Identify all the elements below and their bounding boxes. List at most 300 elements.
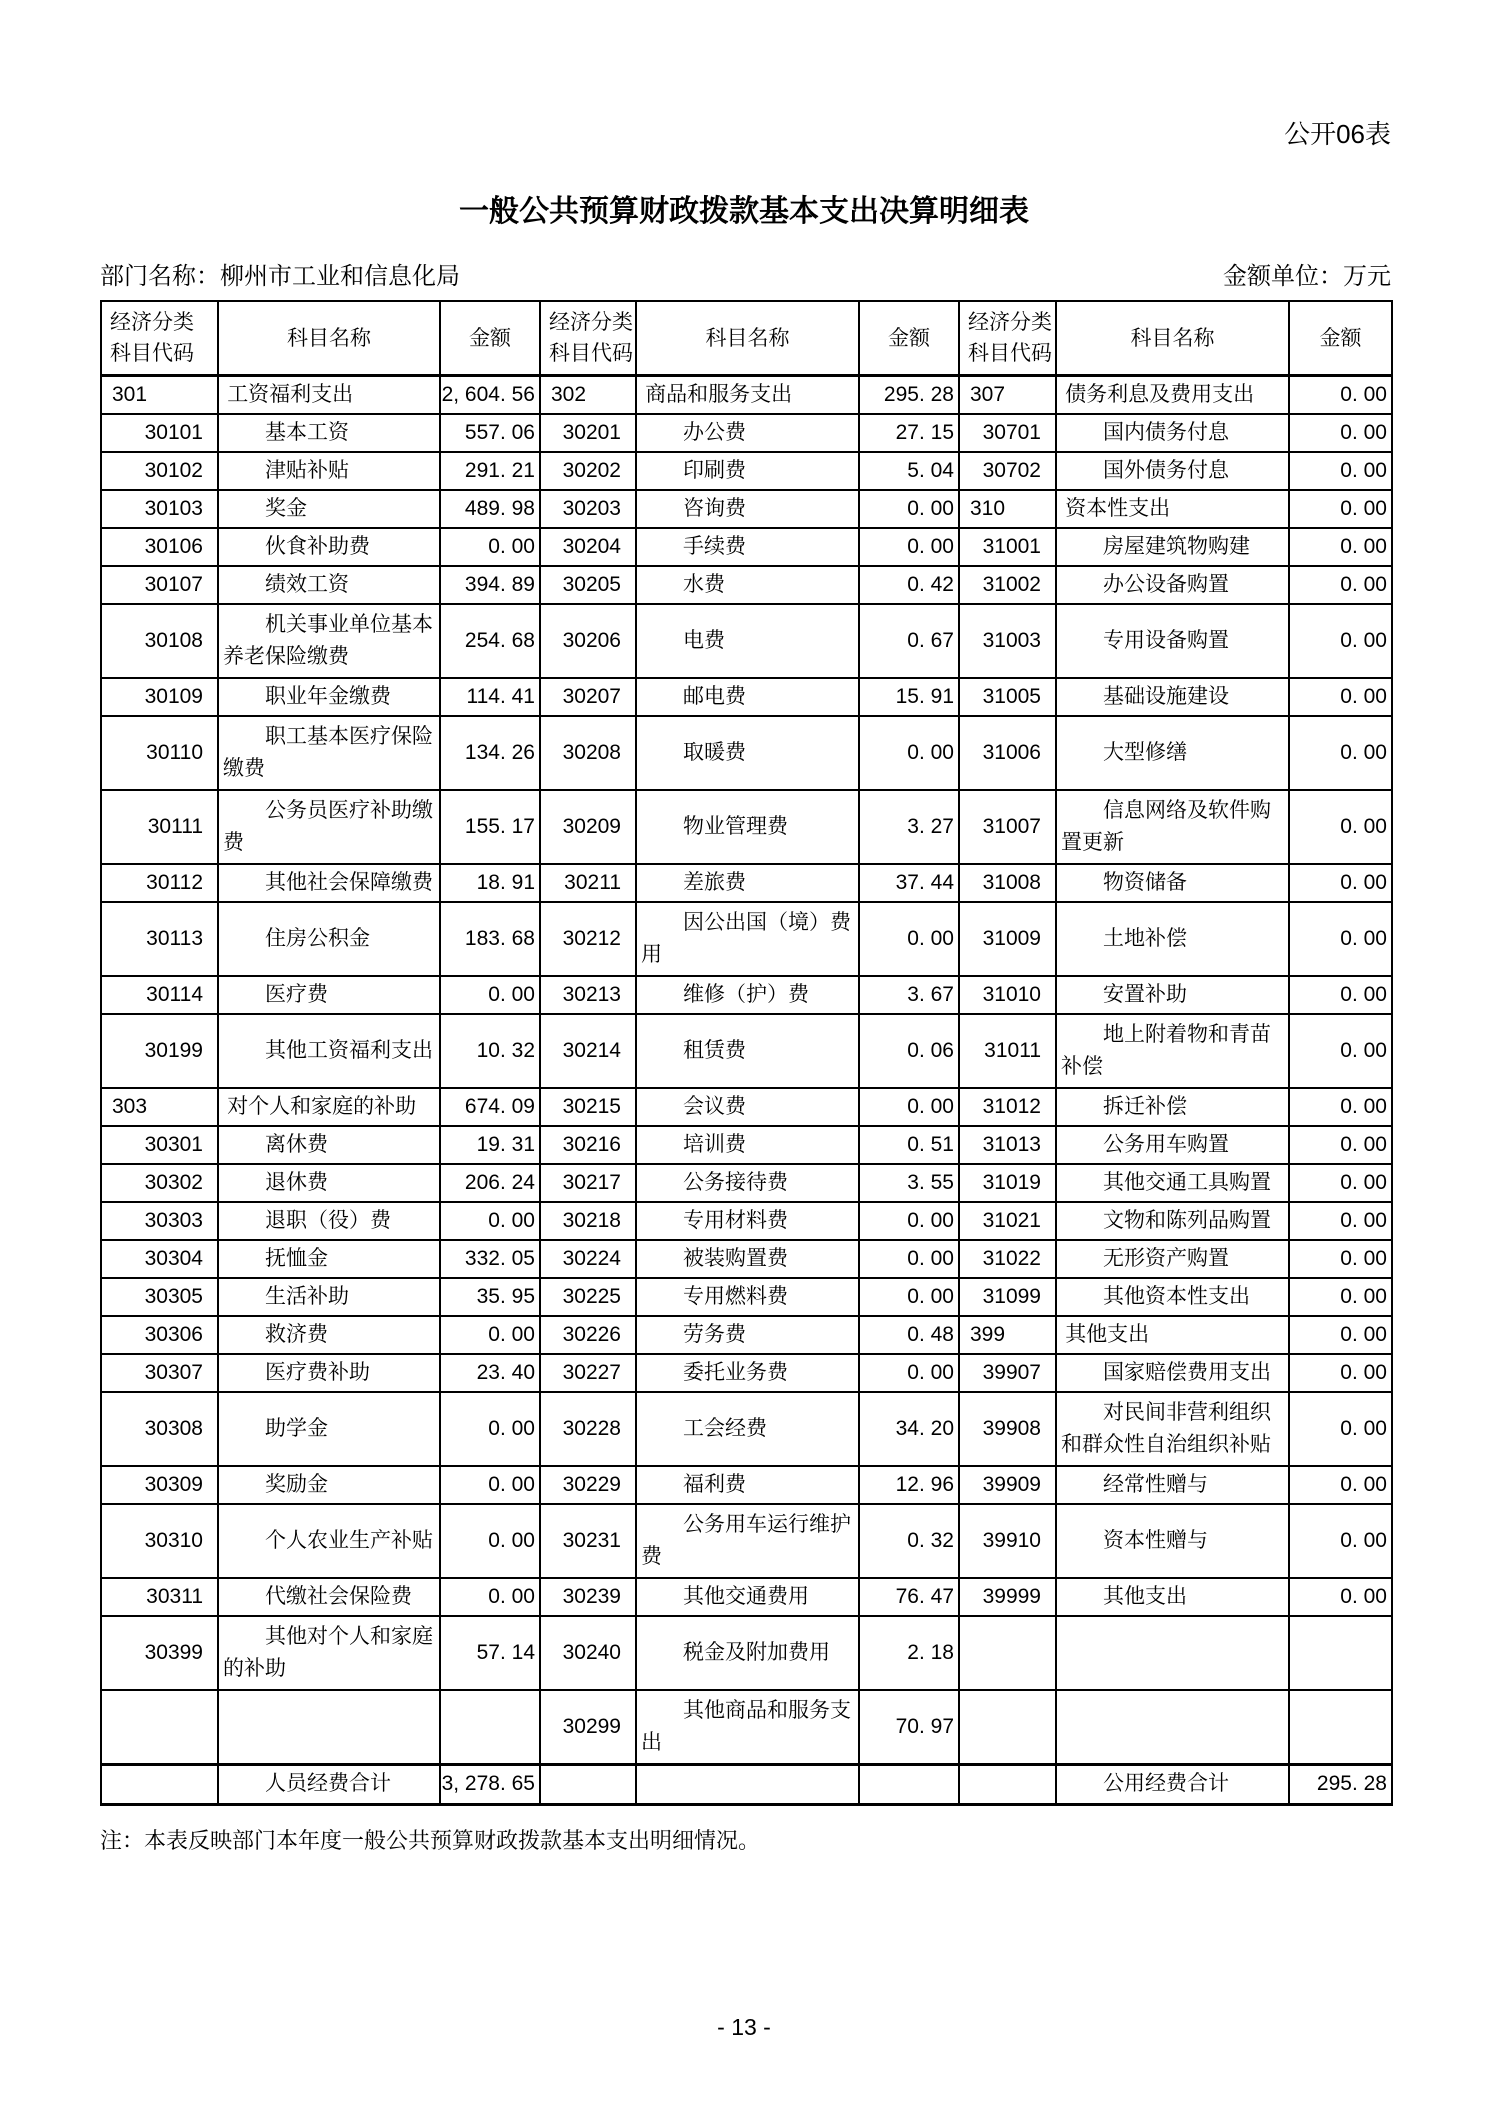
cell-amount: 0. 00 — [859, 1278, 959, 1316]
cell-amount: 0. 00 — [440, 1202, 540, 1240]
cell-code: 30202 — [540, 452, 636, 490]
cell-name: 个人农业生产补贴 — [218, 1504, 440, 1578]
cell-code: 30106 — [101, 528, 218, 566]
cell-code: 30213 — [540, 976, 636, 1014]
cell-amount: 0. 00 — [1289, 376, 1392, 415]
cell-name: 公务用车购置 — [1056, 1126, 1289, 1164]
cell-code — [101, 1690, 218, 1764]
cell-name — [1056, 1690, 1289, 1764]
table-row — [101, 1316, 1392, 1354]
cell-name: 地上附着物和青苗补偿 — [1056, 1014, 1289, 1088]
cell-name: 拆迁补偿 — [1056, 1088, 1289, 1126]
cell-amount: 0. 67 — [859, 604, 959, 678]
cell-name: 其他交通费用 — [636, 1578, 859, 1616]
column-header-code-line1: 经济分类 — [968, 311, 1052, 334]
cell-amount: 0. 00 — [859, 1354, 959, 1392]
cell-code: 399 — [959, 1316, 1056, 1354]
cell-code: 30301 — [101, 1126, 218, 1164]
cell-amount: 5. 04 — [859, 452, 959, 490]
amount-unit: 金额单位：万元 — [1223, 263, 1391, 290]
cell-code: 31009 — [959, 902, 1056, 976]
cell-name: 生活补助 — [218, 1278, 440, 1316]
cell-name: 公务用车运行维护费 — [636, 1504, 859, 1578]
cell-code: 31008 — [959, 864, 1056, 902]
cell-amount: 0. 00 — [1289, 790, 1392, 864]
cell-code — [101, 1764, 218, 1804]
cell-amount: 3. 27 — [859, 790, 959, 864]
table-row — [101, 1164, 1392, 1202]
cell-name: 大型修缮 — [1056, 716, 1289, 790]
cell-amount: 0. 00 — [859, 902, 959, 976]
cell-amount: 295. 28 — [859, 376, 959, 415]
expenditure-table — [100, 300, 1393, 1806]
cell-amount: 0. 00 — [859, 528, 959, 566]
cell-code: 31021 — [959, 1202, 1056, 1240]
cell-name: 物资储备 — [1056, 864, 1289, 902]
cell-name: 专用设备购置 — [1056, 604, 1289, 678]
cell-name: 奖励金 — [218, 1466, 440, 1504]
cell-code: 30205 — [540, 566, 636, 604]
cell-amount: 183. 68 — [440, 902, 540, 976]
cell-code: 30199 — [101, 1014, 218, 1088]
cell-code: 30218 — [540, 1202, 636, 1240]
cell-amount: 37. 44 — [859, 864, 959, 902]
cell-code: 30304 — [101, 1240, 218, 1278]
cell-amount: 0. 00 — [1289, 1088, 1392, 1126]
cell-code: 30308 — [101, 1392, 218, 1466]
doc-label: 公开06表 — [1284, 119, 1391, 149]
cell-name: 文物和陈列品购置 — [1056, 1202, 1289, 1240]
table-row — [101, 1126, 1392, 1164]
cell-amount: 0. 00 — [440, 1578, 540, 1616]
cell-name: 退休费 — [218, 1164, 440, 1202]
cell-amount: 0. 00 — [859, 1240, 959, 1278]
cell-name: 退职（役）费 — [218, 1202, 440, 1240]
cell-name: 代缴社会保险费 — [218, 1578, 440, 1616]
table-row — [101, 1578, 1392, 1616]
cell-code: 30112 — [101, 864, 218, 902]
table-row — [101, 1466, 1392, 1504]
cell-amount: 34. 20 — [859, 1392, 959, 1466]
column-header-code — [540, 301, 636, 376]
cell-code: 30113 — [101, 902, 218, 976]
cell-amount: 557. 06 — [440, 414, 540, 452]
cell-name: 信息网络及软件购置更新 — [1056, 790, 1289, 864]
cell-code: 307 — [959, 376, 1056, 415]
cell-name: 会议费 — [636, 1088, 859, 1126]
cell-name: 公用经费合计 — [1056, 1764, 1289, 1804]
cell-code: 31019 — [959, 1164, 1056, 1202]
cell-name — [218, 1690, 440, 1764]
cell-code: 30110 — [101, 716, 218, 790]
cell-amount: 3, 278. 65 — [440, 1764, 540, 1804]
cell-code: 31099 — [959, 1278, 1056, 1316]
cell-name: 差旅费 — [636, 864, 859, 902]
cell-amount: 0. 00 — [440, 1316, 540, 1354]
cell-amount: 134. 26 — [440, 716, 540, 790]
page-number: - 13 - — [717, 2014, 771, 2040]
cell-code: 31003 — [959, 604, 1056, 678]
cell-code: 30203 — [540, 490, 636, 528]
cell-amount: 27. 15 — [859, 414, 959, 452]
table-row — [101, 376, 1392, 415]
cell-name: 离休费 — [218, 1126, 440, 1164]
cell-name: 物业管理费 — [636, 790, 859, 864]
cell-name — [636, 1764, 859, 1804]
cell-code: 39907 — [959, 1354, 1056, 1392]
cell-name: 其他工资福利支出 — [218, 1014, 440, 1088]
cell-name: 公务员医疗补助缴费 — [218, 790, 440, 864]
cell-amount: 0. 00 — [1289, 1354, 1392, 1392]
cell-code: 30212 — [540, 902, 636, 976]
cell-amount: 35. 95 — [440, 1278, 540, 1316]
department-name: 部门名称：柳州市工业和信息化局 — [100, 263, 460, 290]
cell-amount: 0. 06 — [859, 1014, 959, 1088]
table-row — [101, 1354, 1392, 1392]
cell-code: 30311 — [101, 1578, 218, 1616]
table-row — [101, 902, 1392, 976]
cell-amount: 0. 00 — [1289, 1126, 1392, 1164]
column-header-code-line2: 科目代码 — [549, 342, 633, 365]
cell-code: 30306 — [101, 1316, 218, 1354]
cell-name: 医疗费 — [218, 976, 440, 1014]
table-row — [101, 566, 1392, 604]
cell-amount: 0. 32 — [859, 1504, 959, 1578]
table-row — [101, 716, 1392, 790]
cell-name: 其他商品和服务支出 — [636, 1690, 859, 1764]
cell-name: 专用燃料费 — [636, 1278, 859, 1316]
table-row — [101, 678, 1392, 716]
table-row — [101, 1764, 1392, 1804]
cell-code: 30309 — [101, 1466, 218, 1504]
cell-amount — [859, 1764, 959, 1804]
cell-amount: 70. 97 — [859, 1690, 959, 1764]
cell-amount: 0. 00 — [440, 528, 540, 566]
cell-code: 30101 — [101, 414, 218, 452]
table-row — [101, 976, 1392, 1014]
cell-amount: 12. 96 — [859, 1466, 959, 1504]
cell-name: 工资福利支出 — [218, 376, 440, 415]
cell-code: 30107 — [101, 566, 218, 604]
cell-name: 水费 — [636, 566, 859, 604]
cell-name: 国内债务付息 — [1056, 414, 1289, 452]
cell-code: 30307 — [101, 1354, 218, 1392]
cell-name: 助学金 — [218, 1392, 440, 1466]
table-row — [101, 1240, 1392, 1278]
table-row — [101, 864, 1392, 902]
cell-amount: 295. 28 — [1289, 1764, 1392, 1804]
cell-name: 咨询费 — [636, 490, 859, 528]
cell-code: 30302 — [101, 1164, 218, 1202]
column-header-code — [959, 301, 1056, 376]
cell-name: 专用材料费 — [636, 1202, 859, 1240]
column-header-name: 科目名称 — [1056, 301, 1289, 376]
cell-code: 39910 — [959, 1504, 1056, 1578]
cell-amount — [1289, 1616, 1392, 1690]
cell-code — [959, 1690, 1056, 1764]
cell-amount: 0. 00 — [1289, 678, 1392, 716]
cell-name: 职工基本医疗保险缴费 — [218, 716, 440, 790]
cell-amount: 76. 47 — [859, 1578, 959, 1616]
cell-code: 301 — [101, 376, 218, 415]
table-row — [101, 1690, 1392, 1764]
cell-amount: 0. 00 — [440, 976, 540, 1014]
cell-name: 被装购置费 — [636, 1240, 859, 1278]
cell-name: 房屋建筑物购建 — [1056, 528, 1289, 566]
cell-amount: 0. 00 — [859, 1088, 959, 1126]
cell-code: 30229 — [540, 1466, 636, 1504]
cell-amount: 674. 09 — [440, 1088, 540, 1126]
column-header-amount: 金额 — [859, 301, 959, 376]
table-row — [101, 1088, 1392, 1126]
cell-amount: 332. 05 — [440, 1240, 540, 1278]
cell-code: 30108 — [101, 604, 218, 678]
cell-code: 30215 — [540, 1088, 636, 1126]
cell-amount: 0. 00 — [440, 1504, 540, 1578]
cell-amount: 0. 00 — [1289, 452, 1392, 490]
cell-name: 基础设施建设 — [1056, 678, 1289, 716]
table-row — [101, 1202, 1392, 1240]
cell-name: 国家赔偿费用支出 — [1056, 1354, 1289, 1392]
cell-code: 30208 — [540, 716, 636, 790]
cell-name: 津贴补贴 — [218, 452, 440, 490]
table-row — [101, 1278, 1392, 1316]
cell-amount: 0. 00 — [1289, 1466, 1392, 1504]
cell-amount: 291. 21 — [440, 452, 540, 490]
table-note: 注：本表反映部门本年度一般公共预算财政拨款基本支出明细情况。 — [100, 1828, 761, 1853]
cell-name: 债务利息及费用支出 — [1056, 376, 1289, 415]
cell-name: 邮电费 — [636, 678, 859, 716]
cell-name: 其他交通工具购置 — [1056, 1164, 1289, 1202]
cell-amount: 0. 48 — [859, 1316, 959, 1354]
cell-amount: 19. 31 — [440, 1126, 540, 1164]
cell-code: 31013 — [959, 1126, 1056, 1164]
cell-amount: 0. 00 — [1289, 976, 1392, 1014]
cell-amount: 3. 55 — [859, 1164, 959, 1202]
cell-code: 31007 — [959, 790, 1056, 864]
cell-name: 维修（护）费 — [636, 976, 859, 1014]
cell-amount: 0. 00 — [1289, 1164, 1392, 1202]
cell-amount: 0. 00 — [1289, 604, 1392, 678]
cell-name: 办公设备购置 — [1056, 566, 1289, 604]
cell-amount: 0. 00 — [1289, 1316, 1392, 1354]
cell-name: 无形资产购置 — [1056, 1240, 1289, 1278]
cell-code: 31011 — [959, 1014, 1056, 1088]
page-title: 一般公共预算财政拨款基本支出决算明细表 — [459, 195, 1029, 228]
column-header-code-line2: 科目代码 — [968, 342, 1052, 365]
cell-name: 其他资本性支出 — [1056, 1278, 1289, 1316]
cell-name: 印刷费 — [636, 452, 859, 490]
column-header-code-line1: 经济分类 — [549, 311, 633, 334]
cell-code: 30217 — [540, 1164, 636, 1202]
cell-code: 30209 — [540, 790, 636, 864]
cell-name: 对个人和家庭的补助 — [218, 1088, 440, 1126]
cell-name: 工会经费 — [636, 1392, 859, 1466]
cell-amount: 0. 00 — [1289, 566, 1392, 604]
cell-code: 30231 — [540, 1504, 636, 1578]
cell-name: 商品和服务支出 — [636, 376, 859, 415]
cell-amount: 2. 18 — [859, 1616, 959, 1690]
cell-code: 31002 — [959, 566, 1056, 604]
cell-name: 其他支出 — [1056, 1578, 1289, 1616]
cell-amount: 0. 00 — [1289, 490, 1392, 528]
cell-amount: 0. 00 — [859, 1202, 959, 1240]
cell-code: 302 — [540, 376, 636, 415]
cell-amount: 18. 91 — [440, 864, 540, 902]
cell-name: 公务接待费 — [636, 1164, 859, 1202]
cell-name: 住房公积金 — [218, 902, 440, 976]
table-row — [101, 1504, 1392, 1578]
table-row — [101, 790, 1392, 864]
cell-amount: 15. 91 — [859, 678, 959, 716]
table-row — [101, 1616, 1392, 1690]
cell-name — [1056, 1616, 1289, 1690]
cell-code: 30224 — [540, 1240, 636, 1278]
table-row — [101, 490, 1392, 528]
cell-code: 30702 — [959, 452, 1056, 490]
cell-name: 资本性支出 — [1056, 490, 1289, 528]
table-row — [101, 604, 1392, 678]
cell-name: 机关事业单位基本养老保险缴费 — [218, 604, 440, 678]
cell-name: 租赁费 — [636, 1014, 859, 1088]
table-row — [101, 1014, 1392, 1088]
cell-amount: 0. 51 — [859, 1126, 959, 1164]
cell-name: 职业年金缴费 — [218, 678, 440, 716]
cell-name: 绩效工资 — [218, 566, 440, 604]
cell-name: 劳务费 — [636, 1316, 859, 1354]
cell-name: 其他支出 — [1056, 1316, 1289, 1354]
cell-name: 因公出国（境）费用 — [636, 902, 859, 976]
cell-code: 30701 — [959, 414, 1056, 452]
cell-name: 抚恤金 — [218, 1240, 440, 1278]
cell-amount: 0. 00 — [1289, 1278, 1392, 1316]
cell-name: 取暖费 — [636, 716, 859, 790]
cell-code: 30211 — [540, 864, 636, 902]
cell-amount: 0. 00 — [1289, 716, 1392, 790]
cell-name: 资本性赠与 — [1056, 1504, 1289, 1578]
column-header-code-line1: 经济分类 — [110, 311, 194, 334]
column-header-name: 科目名称 — [218, 301, 440, 376]
cell-amount: 0. 00 — [1289, 1014, 1392, 1088]
cell-code: 30103 — [101, 490, 218, 528]
column-header-amount: 金额 — [440, 301, 540, 376]
cell-name: 人员经费合计 — [218, 1764, 440, 1804]
cell-name: 对民间非营利组织和群众性自治组织补贴 — [1056, 1392, 1289, 1466]
cell-code: 30102 — [101, 452, 218, 490]
column-header-code — [101, 301, 218, 376]
cell-amount: 0. 00 — [1289, 414, 1392, 452]
cell-amount: 0. 00 — [1289, 864, 1392, 902]
cell-amount: 0. 00 — [440, 1392, 540, 1466]
cell-code: 39909 — [959, 1466, 1056, 1504]
cell-amount — [440, 1690, 540, 1764]
cell-amount: 0. 00 — [1289, 1202, 1392, 1240]
cell-amount: 0. 00 — [1289, 1392, 1392, 1466]
cell-amount: 206. 24 — [440, 1164, 540, 1202]
cell-amount: 2, 604. 56 — [440, 376, 540, 415]
cell-code — [959, 1764, 1056, 1804]
cell-name: 土地补偿 — [1056, 902, 1289, 976]
cell-name: 国外债务付息 — [1056, 452, 1289, 490]
table-header — [101, 301, 1392, 376]
cell-code: 30240 — [540, 1616, 636, 1690]
cell-amount: 254. 68 — [440, 604, 540, 678]
cell-name: 福利费 — [636, 1466, 859, 1504]
cell-name: 电费 — [636, 604, 859, 678]
cell-amount: 114. 41 — [440, 678, 540, 716]
cell-code: 39999 — [959, 1578, 1056, 1616]
cell-name: 奖金 — [218, 490, 440, 528]
cell-amount: 10. 32 — [440, 1014, 540, 1088]
cell-code: 30228 — [540, 1392, 636, 1466]
cell-amount: 0. 00 — [1289, 1578, 1392, 1616]
cell-name: 办公费 — [636, 414, 859, 452]
cell-amount: 3. 67 — [859, 976, 959, 1014]
cell-amount: 0. 00 — [1289, 1504, 1392, 1578]
cell-code: 31005 — [959, 678, 1056, 716]
cell-code: 30303 — [101, 1202, 218, 1240]
cell-code: 30201 — [540, 414, 636, 452]
cell-code: 310 — [959, 490, 1056, 528]
cell-code: 31001 — [959, 528, 1056, 566]
cell-code: 30227 — [540, 1354, 636, 1392]
cell-amount — [1289, 1690, 1392, 1764]
cell-code: 30111 — [101, 790, 218, 864]
cell-code: 30239 — [540, 1578, 636, 1616]
cell-name: 培训费 — [636, 1126, 859, 1164]
cell-amount: 23. 40 — [440, 1354, 540, 1392]
cell-code: 30299 — [540, 1690, 636, 1764]
cell-code: 30225 — [540, 1278, 636, 1316]
cell-code: 30207 — [540, 678, 636, 716]
cell-amount: 0. 00 — [1289, 1240, 1392, 1278]
cell-code — [959, 1616, 1056, 1690]
table-row — [101, 1392, 1392, 1466]
cell-amount: 489. 98 — [440, 490, 540, 528]
cell-code: 30399 — [101, 1616, 218, 1690]
cell-name: 安置补助 — [1056, 976, 1289, 1014]
cell-code: 31006 — [959, 716, 1056, 790]
cell-code: 30204 — [540, 528, 636, 566]
cell-amount: 57. 14 — [440, 1616, 540, 1690]
cell-code: 30214 — [540, 1014, 636, 1088]
cell-amount: 0. 42 — [859, 566, 959, 604]
cell-name: 伙食补助费 — [218, 528, 440, 566]
cell-amount: 0. 00 — [1289, 902, 1392, 976]
cell-name: 手续费 — [636, 528, 859, 566]
cell-code: 31012 — [959, 1088, 1056, 1126]
cell-amount: 0. 00 — [859, 490, 959, 528]
cell-name: 其他对个人和家庭的补助 — [218, 1616, 440, 1690]
table-row — [101, 414, 1392, 452]
cell-code: 30305 — [101, 1278, 218, 1316]
cell-name: 其他社会保障缴费 — [218, 864, 440, 902]
column-header-code-line2: 科目代码 — [110, 342, 194, 365]
cell-code: 30226 — [540, 1316, 636, 1354]
cell-code: 31022 — [959, 1240, 1056, 1278]
cell-amount: 394. 89 — [440, 566, 540, 604]
cell-code: 30206 — [540, 604, 636, 678]
cell-code: 30216 — [540, 1126, 636, 1164]
cell-name: 基本工资 — [218, 414, 440, 452]
cell-name: 税金及附加费用 — [636, 1616, 859, 1690]
cell-amount: 0. 00 — [859, 716, 959, 790]
cell-name: 医疗费补助 — [218, 1354, 440, 1392]
cell-code: 31010 — [959, 976, 1056, 1014]
table-row — [101, 528, 1392, 566]
table-body — [101, 376, 1392, 1805]
cell-name: 救济费 — [218, 1316, 440, 1354]
